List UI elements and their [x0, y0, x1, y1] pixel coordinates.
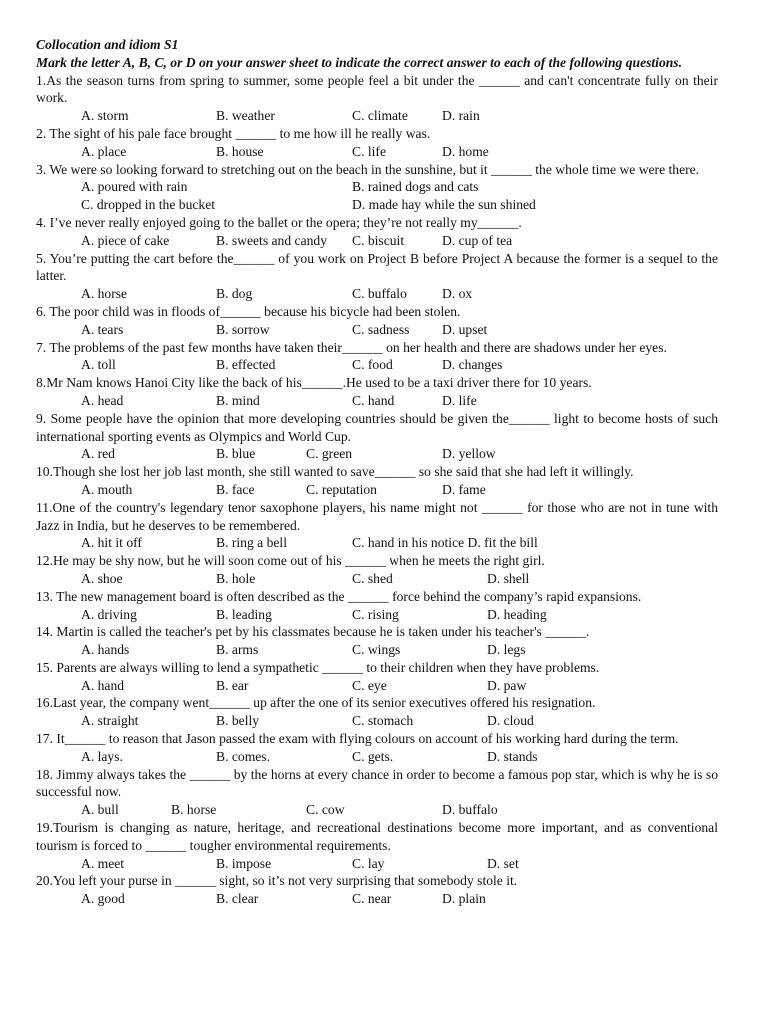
- answer-option: D. cloud: [487, 713, 534, 729]
- answer-option: D. cup of tea: [442, 232, 513, 248]
- answer-option: D. ox: [442, 286, 473, 302]
- answer-option: A. toll: [81, 357, 116, 373]
- answer-option: C. food: [352, 357, 393, 373]
- answer-option: A. good: [81, 891, 125, 907]
- answer-option: C. near: [352, 891, 392, 907]
- answer-option: D. changes: [442, 357, 503, 373]
- answer-options-row: [36, 890, 718, 908]
- answer-option: D. plain: [442, 891, 486, 907]
- answer-option: B. leading: [216, 606, 272, 622]
- answer-option: B. weather: [216, 108, 275, 124]
- answer-option: D. paw: [487, 677, 527, 693]
- question-item: [36, 250, 718, 303]
- question-text: 2. The sight of his pale face brought ______ to me how ill he really was.: [36, 125, 431, 141]
- answer-option: B. dog: [216, 286, 253, 302]
- answer-option: C. gets.: [352, 748, 394, 764]
- worksheet-instruction: Mark the letter A, B, C, or D on your answer sheet to indicate the correct answer to each of the following questions.: [36, 54, 682, 70]
- worksheet-title: Collocation and idiom S1: [36, 37, 179, 52]
- question-item: [36, 161, 718, 214]
- answer-option: A. mouth: [81, 481, 133, 497]
- question-item: [36, 303, 718, 339]
- answer-option: B. ring a bell: [216, 535, 287, 551]
- answer-option: A. lays.: [81, 748, 123, 764]
- answer-option: C. cow: [306, 802, 345, 818]
- question-text: 7. The problems of the past few months have taken their______ on her health and there are shadows under her eyes.: [36, 339, 667, 355]
- answer-options-row: [36, 445, 718, 463]
- answer-option: C. stomach: [352, 713, 414, 729]
- question-item: [36, 463, 718, 499]
- answer-option: B. mind: [216, 392, 260, 408]
- question-item: [36, 410, 718, 463]
- answer-option: A. horse: [81, 286, 128, 302]
- question-item: [36, 588, 718, 624]
- answer-option: C. reputation: [306, 481, 377, 497]
- answer-options-row: [36, 196, 718, 214]
- answer-options-row: [36, 232, 718, 250]
- answer-option: B. sorrow: [216, 321, 270, 337]
- question-text: 4. I’ve never really enjoyed going to the ballet or the opera; they’re not really my______.: [36, 214, 522, 230]
- answer-options-row: [36, 677, 718, 695]
- question-list: [36, 72, 718, 908]
- answer-options-row: [36, 801, 718, 819]
- answer-option: A. storm: [81, 108, 129, 124]
- answer-option: B. clear: [216, 891, 259, 907]
- answer-option: A. hands: [81, 642, 130, 658]
- answer-option: A. shoe: [81, 570, 123, 586]
- question-item: [36, 125, 718, 161]
- answer-option: B. house: [216, 143, 264, 159]
- answer-options-row: [36, 570, 718, 588]
- answer-option: C. lay: [352, 855, 385, 871]
- answer-option: C. rising: [352, 606, 399, 622]
- question-text: 16.Last year, the company went______ up after the one of its senior executives offered his resignation.: [36, 695, 596, 711]
- question-text: 12.He may be shy now, but he will soon come out of his ______ when he meets the right girl.: [36, 553, 545, 569]
- question-item: [36, 766, 718, 819]
- question-item: [36, 374, 718, 410]
- answer-options-row: [36, 107, 718, 125]
- answer-option: D. home: [442, 143, 489, 159]
- answer-option: B. arms: [216, 642, 259, 658]
- answer-option: C. climate: [352, 108, 408, 124]
- question-text: 14. Martin is called the teacher's pet by his classmates because he is taken under his teacher's ______.: [36, 624, 590, 640]
- answer-option: D. legs: [487, 642, 526, 658]
- answer-option: A. meet: [81, 855, 125, 871]
- question-item: [36, 872, 718, 908]
- answer-option: B. comes.: [216, 748, 270, 764]
- answer-option: D. heading: [487, 606, 547, 622]
- answer-options-row: [36, 534, 718, 552]
- answer-options-row: [36, 178, 718, 196]
- answer-option: C. shed: [352, 570, 393, 586]
- answer-option: D. made hay while the sun shined: [352, 197, 536, 213]
- question-item: [36, 730, 718, 766]
- answer-option: A. red: [81, 446, 115, 462]
- answer-options-row: [36, 392, 718, 410]
- answer-options-row: [36, 481, 718, 499]
- answer-option: A. driving: [81, 606, 137, 622]
- question-text: 17. It______ to reason that Jason passed the exam with flying colours on account of his working hard during the term.: [36, 731, 679, 747]
- question-item: [36, 659, 718, 695]
- answer-option: D. life: [442, 392, 477, 408]
- answer-option: A. head: [81, 392, 124, 408]
- answer-option: A. hit it off: [81, 535, 142, 551]
- question-item: [36, 694, 718, 730]
- answer-option: B. ear: [216, 677, 249, 693]
- answer-option: A. straight: [81, 713, 139, 729]
- answer-option: D. rain: [442, 108, 480, 124]
- question-item: [36, 623, 718, 659]
- answer-option: C. wings: [352, 642, 401, 658]
- answer-option: D. fame: [442, 481, 486, 497]
- answer-option: C. sadness: [352, 321, 410, 337]
- answer-options-row: [36, 855, 718, 873]
- question-text: 5. You’re putting the cart before the______ of you work on Project B before Project A because the former is a sequel to the latter.: [36, 250, 718, 284]
- question-text: 20.You left your purse in ______ sight, so it’s not very surprising that somebody stole it.: [36, 873, 518, 889]
- answer-option: B. belly: [216, 713, 260, 729]
- answer-option: B. hole: [216, 570, 256, 586]
- answer-option: B. sweets and candy: [216, 232, 327, 248]
- answer-option: C. hand in his notice D. fit the bill: [352, 535, 538, 551]
- answer-option: A. tears: [81, 321, 124, 337]
- answer-option: A. hand: [81, 677, 125, 693]
- question-item: [36, 552, 718, 588]
- answer-option: A. place: [81, 143, 127, 159]
- answer-option: C. dropped in the bucket: [81, 197, 216, 213]
- question-item: [36, 499, 718, 552]
- answer-option: B. impose: [216, 855, 272, 871]
- question-text: 9. Some people have the opinion that more developing countries should be given the______ light to become hosts of such international sporting events as Olympics and World Cup.: [36, 410, 718, 444]
- answer-option: B. rained dogs and cats: [352, 179, 479, 195]
- question-item: [36, 214, 718, 250]
- answer-option: D. stands: [487, 748, 538, 764]
- answer-option: A. poured with rain: [81, 179, 188, 195]
- answer-option: C. buffalo: [352, 286, 407, 302]
- question-item: [36, 339, 718, 375]
- question-text: 11.One of the country's legendary tenor saxophone players, his name might not ______ for those who are not in tune with Jazz in India, but he deserves to be remembered.: [36, 499, 718, 533]
- answer-options-row: [36, 285, 718, 303]
- question-text: 6. The poor child was in floods of______ because his bicycle had been stolen.: [36, 303, 461, 319]
- answer-option: C. biscuit: [352, 232, 405, 248]
- question-text: 3. We were so looking forward to stretching out on the beach in the sunshine, but it ______ the whole time we were there.: [36, 161, 700, 177]
- answer-option: C. hand: [352, 392, 395, 408]
- answer-options-row: [36, 641, 718, 659]
- answer-option: C. life: [352, 143, 386, 159]
- answer-option: B. horse: [171, 802, 217, 818]
- answer-option: D. upset: [442, 321, 488, 337]
- answer-options-row: [36, 356, 718, 374]
- question-text: 19.Tourism is changing as nature, heritage, and recreational destinations become more important, and as conventional tourism is forced to ______ tougher environmental requirements.: [36, 820, 718, 853]
- answer-option: D. buffalo: [442, 802, 498, 818]
- answer-option: B. blue: [216, 446, 256, 462]
- answer-option: A. bull: [81, 802, 119, 818]
- question-text: 8.Mr Nam knows Hanoi City like the back of his______.He used to be a taxi driver there for 10 years.: [36, 375, 592, 391]
- answer-option: D. yellow: [442, 446, 496, 462]
- answer-options-row: [36, 712, 718, 730]
- question-text: 13. The new management board is often described as the ______ force behind the company’s rapid expansions.: [36, 588, 642, 604]
- question-text: 18. Jimmy always takes the ______ by the horns at every chance in order to become a famous pop star, which is why he is so successful now.: [36, 766, 718, 800]
- answer-option: C. eye: [352, 677, 387, 693]
- answer-option: D. set: [487, 855, 519, 871]
- answer-options-row: [36, 143, 718, 161]
- answer-option: A. piece of cake: [81, 232, 170, 248]
- question-text: 15. Parents are always willing to lend a sympathetic ______ to their children when they have problems.: [36, 659, 600, 675]
- answer-option: C. green: [306, 446, 353, 462]
- question-item: [36, 72, 718, 125]
- question-item: [36, 819, 718, 872]
- answer-option: B. face: [216, 481, 255, 497]
- question-text: 10.Though she lost her job last month, she still wanted to save______ so she said that she had left it willingly.: [36, 464, 634, 480]
- answer-option: B. effected: [216, 357, 276, 373]
- question-text: 1.As the season turns from spring to summer, some people feel a bit under the ______ and can't concentrate fully on their work.: [36, 72, 718, 106]
- answer-options-row: [36, 606, 718, 624]
- answer-options-row: [36, 321, 718, 339]
- answer-options-row: [36, 748, 718, 766]
- answer-option: D. shell: [487, 570, 530, 586]
